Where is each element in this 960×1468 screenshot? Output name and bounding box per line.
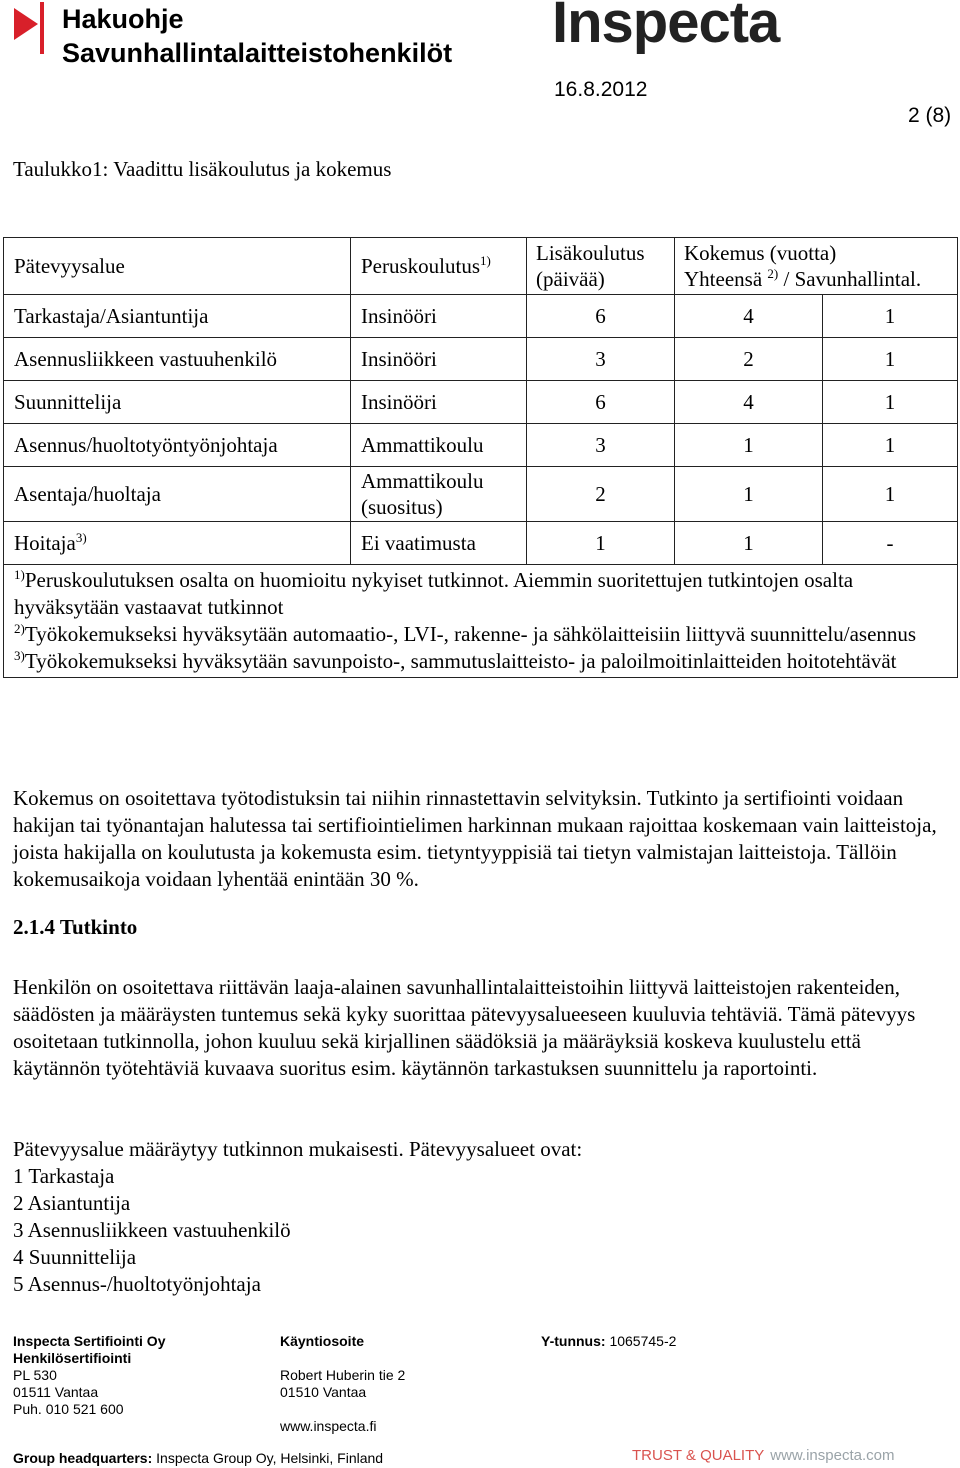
cell-basic: Insinööri	[351, 295, 527, 338]
cell-days: 6	[527, 381, 675, 424]
cell-days: 6	[527, 295, 675, 338]
cell-area: Tarkastaja/Asiantuntija	[4, 295, 351, 338]
cell-days: 3	[527, 338, 675, 381]
cell-area: Asentaja/huoltaja	[4, 467, 351, 522]
cell-days: 3	[527, 424, 675, 467]
cell-smoke: 1	[823, 295, 958, 338]
footer-headquarters: Group headquarters: Inspecta Group Oy, Helsinki, Finland	[13, 1450, 384, 1466]
footer-trust-url: www.inspecta.com	[770, 1447, 895, 1464]
list-item: 4 Suunnittelija	[13, 1245, 137, 1269]
title-line-1: Hakuohje	[62, 4, 184, 34]
cell-basic: Insinööri	[351, 338, 527, 381]
cell-days: 1	[527, 522, 675, 565]
cell-smoke: 1	[823, 338, 958, 381]
footer-trust-slogan: TRUST & QUALITY www.inspecta.com	[632, 1447, 895, 1464]
footer-company: Inspecta Sertifiointi Oy	[13, 1333, 166, 1349]
cell-basic: Insinööri	[351, 381, 527, 424]
list-item: 2 Asiantuntija	[13, 1191, 131, 1215]
footnote-3: $^{3)}$Työkokemukseksi hyväksytään savunpoisto-, sammutuslaitteisto- ja paloilmoitinlaitteiden hoitotehtävät	[14, 648, 897, 673]
qualification-table	[3, 237, 958, 678]
header-experience: Kokemus (vuotta) Yhteensä $^{2)}$ / Savunhallintal.	[675, 238, 958, 295]
brand-logo-text: Inspecta	[552, 0, 780, 55]
footer-po-city: 01511 Vantaa	[13, 1384, 99, 1400]
cell-area: Hoitaja$^{3)}$	[4, 522, 351, 565]
cell-area: Asennus/huoltotyöntyönjohtaja	[4, 424, 351, 467]
table-row	[4, 338, 958, 381]
cell-smoke: 1	[823, 381, 958, 424]
title-line-2: Savunhallintalaitteistohenkilöt	[62, 38, 453, 68]
cell-total: 4	[675, 295, 823, 338]
footer-company-block	[13, 1333, 165, 1418]
footnote-2: $^{2)}$Työkokemukseksi hyväksytään automaatio-, LVI-, rakenne- ja sähkölaitteisiin liittyvä suunnittelu/asennus	[14, 621, 917, 646]
table-row	[4, 467, 958, 522]
competence-list	[13, 1136, 948, 1298]
cell-days: 2	[527, 467, 675, 522]
footer-visit-block	[280, 1333, 405, 1435]
table-row	[4, 381, 958, 424]
table-caption: Taulukko1: Vaadittu lisäkoulutus ja kokemus	[13, 157, 392, 181]
cell-area: Asennusliikkeen vastuuhenkilö	[4, 338, 351, 381]
document-date: 16.8.2012	[554, 78, 648, 101]
list-item: 1 Tarkastaja	[13, 1164, 115, 1188]
footer-web-link[interactable]: www.inspecta.fi	[280, 1418, 377, 1434]
cell-smoke: 1	[823, 424, 958, 467]
footer-street: Robert Huberin tie 2	[280, 1367, 406, 1383]
footer-unit: Henkilösertifiointi	[13, 1350, 132, 1366]
list-item: 3 Asennusliikkeen vastuuhenkilö	[13, 1218, 291, 1242]
cell-basic: Ammattikoulu	[351, 424, 527, 467]
cell-total: 1	[675, 467, 823, 522]
footer-phone: Puh. 010 521 600	[13, 1401, 124, 1417]
footer-city: 01510 Vantaa	[280, 1384, 367, 1400]
cell-total: 1	[675, 522, 823, 565]
document-title	[62, 2, 452, 70]
cell-basic: Ei vaatimusta	[351, 522, 527, 565]
cell-total: 4	[675, 381, 823, 424]
cell-area: Suunnittelija	[4, 381, 351, 424]
table-row	[4, 522, 958, 565]
footer-business-id: Y-tunnus: 1065745-2	[541, 1333, 677, 1349]
header-basic: Peruskoulutus$^{1)}$	[351, 238, 527, 295]
list-item: 5 Asennus-/huoltotyönjohtaja	[13, 1272, 261, 1296]
paragraph-experience: Kokemus on osoitettava työtodistuksin tai niihin rinnastettavin selvityksin. Tutkinto ja sertifiointi voidaan hakijan tai työnantajan halutessa tai sertifiointielimen harkinnan mukaan rajoittaa koskemaan vain laitteistoja, joista hakijalla on koulutusta ja kokemusta esim. tietyntyyppisiä tai tietyn valmistajan laitteistoja. Tällöin kokemusaikoja voidaan lyhentää enintään 30 %.	[13, 786, 937, 891]
footer-po-box: PL 530	[13, 1367, 57, 1383]
header-area: Pätevyysalue	[4, 238, 351, 295]
table-footnotes	[4, 565, 958, 678]
footnote-1: $^{1)}$Peruskoulutuksen osalta on huomioitu nykyiset tutkinnot. Aiemmin suoritettujen tutkintojen osalta hyväksytään vastaavat tutkinnot	[14, 567, 854, 619]
table-header-row	[4, 238, 958, 295]
cell-total: 2	[675, 338, 823, 381]
cell-smoke: 1	[823, 467, 958, 522]
paragraph-exam: Henkilön on osoitettava riittävän laaja-alainen savunhallintalaitteistoihin liittyvä laitteistojen rakenteiden, säädösten ja määräysten tuntemus sekä kyky suorittaa pätevyysalueeseen kuuluvia tehtäviä. Tämä pätevyys osoitetaan tutkinnolla, johon kuuluu sekä kirjallinen säädöksiä ja määräyksiä koskeva kuulustelu että käytännön työtehtäviä kuvaava suoritus esim. käytännön tarkastuksen suunnittelu ja raportointi.	[13, 975, 916, 1080]
cell-basic: Ammattikoulu (suositus)	[351, 467, 527, 522]
list-intro: Pätevyysalue määräytyy tutkinnon mukaisesti. Pätevyysalueet ovat:	[13, 1137, 583, 1161]
cell-smoke: -	[823, 522, 958, 565]
inspecta-logo-mark-icon	[14, 2, 44, 54]
cell-total: 1	[675, 424, 823, 467]
page-number: 2 (8)	[908, 104, 952, 127]
table-row	[4, 424, 958, 467]
footer-visit-label: Käyntiosoite	[280, 1333, 365, 1349]
section-heading: 2.1.4 Tutkinto	[13, 915, 138, 939]
header-extra: Lisäkoulutus (päivää)	[527, 238, 675, 295]
table-notes-row	[4, 565, 958, 678]
table-row	[4, 295, 958, 338]
